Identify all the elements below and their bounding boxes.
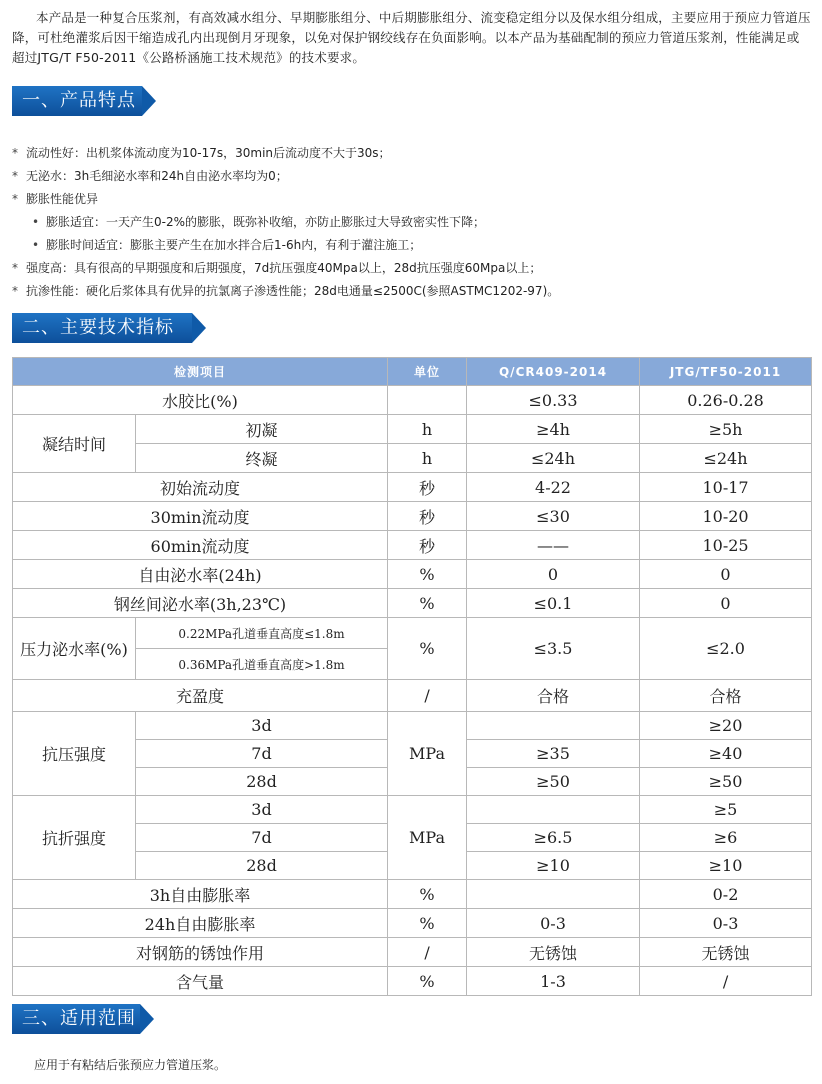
table-cell: 0-3: [640, 909, 812, 938]
table-cell: [467, 796, 640, 824]
table-row: [13, 796, 812, 824]
table-cell: ≥4h: [467, 415, 640, 444]
table-cell: MPa: [388, 796, 467, 880]
table-row: [13, 589, 812, 618]
table-cell: 0: [640, 560, 812, 589]
table-cell: ≤3.5: [467, 618, 640, 680]
table-row: [13, 560, 812, 589]
table-cell: [467, 880, 640, 909]
table-cell: 钢丝间泌水率(3h,23℃): [13, 589, 388, 618]
table-cell: 0: [467, 560, 640, 589]
table-cell: 充盈度: [13, 680, 388, 712]
table-cell: 秒: [388, 473, 467, 502]
table-row: [13, 415, 812, 444]
list-item: * 无泌水：3h毛细泌水率和24h自由泌水率均为0；: [12, 169, 288, 183]
list-item: * 膨胀性能优异: [12, 192, 99, 206]
section-heading-application: [12, 1004, 162, 1034]
table-cell: 7d: [136, 824, 388, 852]
table-cell: ≥20: [640, 712, 812, 740]
table-cell: 1-3: [467, 967, 640, 996]
table-cell: 自由泌水率(24h): [13, 560, 388, 589]
header-unit: 单位: [388, 358, 467, 386]
table-row: [13, 386, 812, 415]
table-cell: 10-20: [640, 502, 812, 531]
table-cell: 3d: [136, 796, 388, 824]
table-cell: 28d: [136, 852, 388, 880]
table-cell: ≥5: [640, 796, 812, 824]
table-cell: ≤24h: [467, 444, 640, 473]
section-heading-features: [12, 86, 162, 116]
table-row: [13, 880, 812, 909]
table-cell: 0: [640, 589, 812, 618]
table-row: [13, 938, 812, 967]
table-cell: 抗折强度: [13, 796, 136, 880]
table-cell: 秒: [388, 502, 467, 531]
feature-list: [12, 142, 812, 303]
table-cell: %: [388, 589, 467, 618]
table-cell: 3h自由膨胀率: [13, 880, 388, 909]
table-cell: 终凝: [136, 444, 388, 473]
table-cell: /: [388, 938, 467, 967]
table-cell: ≥10: [467, 852, 640, 880]
list-item: * 强度高：具有很高的早期强度和后期强度，7d抗压强度40Mpa以上，28d抗压强度60Mpa以上；: [12, 261, 542, 275]
table-cell: 30min流动度: [13, 502, 388, 531]
table-cell: 4-22: [467, 473, 640, 502]
table-cell: 合格: [467, 680, 640, 712]
table-cell: ≤0.33: [467, 386, 640, 415]
table-cell: 0-2: [640, 880, 812, 909]
table-cell: 无锈蚀: [467, 938, 640, 967]
table-cell: 10-17: [640, 473, 812, 502]
table-cell: 无锈蚀: [640, 938, 812, 967]
table-row: [13, 712, 812, 740]
table-cell: 24h自由膨胀率: [13, 909, 388, 938]
table-cell: %: [388, 880, 467, 909]
table-cell: ≤2.0: [640, 618, 812, 680]
table-cell: 0-3: [467, 909, 640, 938]
table-cell: 初始流动度: [13, 473, 388, 502]
table-cell: %: [388, 560, 467, 589]
table-row: [13, 618, 812, 649]
table-cell: [467, 712, 640, 740]
table-cell: %: [388, 967, 467, 996]
section-title: 一、产品特点: [22, 90, 136, 111]
application-text: 应用于有粘结后张预应力管道压浆。: [34, 1058, 227, 1072]
table-header-row: [13, 358, 812, 386]
table-row: [13, 473, 812, 502]
list-item: • 膨胀时间适宜：膨胀主要产生在加水拌合后1-6h内，有利于灌注施工；: [32, 238, 422, 252]
table-cell: /: [388, 680, 467, 712]
table-cell: ≤24h: [640, 444, 812, 473]
intro-paragraph: 本产品是一种复合压浆剂，有高效减水组分、早期膨胀组分、中后期膨胀组分、流变稳定组分以及保水组分组成，主要应用于预应力管道压降，可杜绝灌浆后因干缩造成孔内出现倒月牙现象，以免对保护钢绞线存在负面影响。以本产品为基础配制的预应力管道压浆剂，性能满足或超过JTG/T F50-2011《公路桥涵施工技术规范》的技术要求。: [12, 10, 811, 65]
table-cell: ≥35: [467, 740, 640, 768]
list-item: * 流动性好：出机浆体流动度为10-17s，30min后流动度不大于30s；: [12, 146, 391, 160]
table-cell: 秒: [388, 531, 467, 560]
table-cell: 0.22MPa孔道垂直高度≤1.8m: [136, 618, 388, 649]
table-cell: ≥6.5: [467, 824, 640, 852]
table-cell: MPa: [388, 712, 467, 796]
table-cell: 3d: [136, 712, 388, 740]
table-row: [13, 909, 812, 938]
table-cell: [388, 386, 467, 415]
table-cell: 60min流动度: [13, 531, 388, 560]
table-cell: 水胶比(%): [13, 386, 388, 415]
table-cell: 7d: [136, 740, 388, 768]
header-jtg: JTG/TF50-2011: [640, 358, 812, 386]
table-cell: 凝结时间: [13, 415, 136, 473]
table-cell: 0.36MPa孔道垂直高度>1.8m: [136, 649, 388, 680]
table-cell: h: [388, 444, 467, 473]
table-cell: ——: [467, 531, 640, 560]
section-title: 三、适用范围: [22, 1008, 136, 1029]
table-cell: %: [388, 909, 467, 938]
table-cell: 合格: [640, 680, 812, 712]
table-row: [13, 502, 812, 531]
section-heading-specs: [12, 313, 174, 343]
list-item: • 膨胀适宜：一天产生0-2%的膨胀，既弥补收缩，亦防止膨胀过大导致密实性下降；: [32, 215, 486, 229]
table-row: [13, 967, 812, 996]
table-cell: 10-25: [640, 531, 812, 560]
table-cell: 0.26-0.28: [640, 386, 812, 415]
table-cell: h: [388, 415, 467, 444]
table-cell: ≥5h: [640, 415, 812, 444]
table-cell: ≥50: [467, 768, 640, 796]
table-cell: ≤0.1: [467, 589, 640, 618]
spec-table: [12, 357, 812, 996]
table-cell: ≥10: [640, 852, 812, 880]
table-cell: ≥50: [640, 768, 812, 796]
header-qcr: Q/CR409-2014: [467, 358, 640, 386]
table-cell: ≥40: [640, 740, 812, 768]
table-cell: /: [640, 967, 812, 996]
table-cell: 初凝: [136, 415, 388, 444]
table-cell: 抗压强度: [13, 712, 136, 796]
table-cell: 压力泌水率(%): [13, 618, 136, 680]
table-cell: %: [388, 618, 467, 680]
table-cell: ≤30: [467, 502, 640, 531]
list-item: * 抗渗性能：硬化后浆体具有优异的抗氯离子渗透性能；28d电通量≤2500C(参照ASTMC1202-97)。: [12, 284, 560, 298]
table-cell: 对钢筋的锈蚀作用: [13, 938, 388, 967]
section-title: 二、主要技术指标: [22, 317, 174, 338]
table-row: [13, 531, 812, 560]
table-cell: 含气量: [13, 967, 388, 996]
header-item: 检测项目: [13, 358, 388, 386]
table-cell: 28d: [136, 768, 388, 796]
table-row: [13, 680, 812, 712]
table-cell: ≥6: [640, 824, 812, 852]
